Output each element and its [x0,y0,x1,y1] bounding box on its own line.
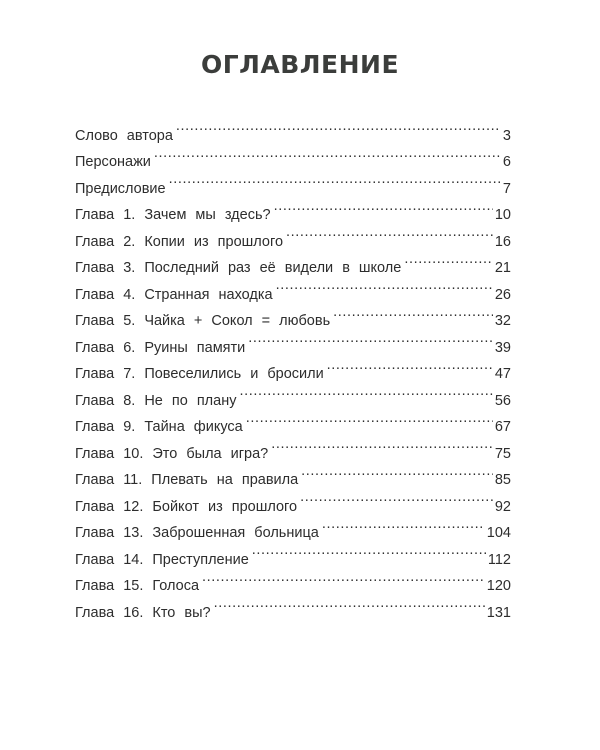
dot-leader [239,378,492,405]
dot-leader [214,590,485,617]
toc-entry-label: Персонажи [75,154,151,170]
toc-entry-page: 10 [494,207,511,223]
toc-entry-page: 131 [486,604,511,621]
toc-entry-label: Глава 11. Плевать на правила [75,472,299,488]
page-title: ОГЛАВЛЕНИЕ [200,50,400,79]
toc-entry-page: 7 [502,180,511,197]
toc-entry-page: 16 [494,233,511,250]
toc-entry-label: Глава 9. Тайна фикуса [75,419,243,435]
toc-entry-label: Глава 2. Копии из прошлого [75,233,284,250]
toc-entry-label: Глава 1. Зачем мы здесь? [75,207,271,223]
toc-entry-label: Глава 10. Это была игра? [75,445,269,462]
dot-leader [252,537,486,564]
toc-entry-page: 26 [494,286,511,303]
toc-entry-label: Глава 6. Руины памяти [75,339,246,356]
toc-entry-page: 56 [494,392,511,409]
toc-entry-label: Глава 15. Голоса [75,578,200,594]
toc-entry-page: 39 [494,339,511,356]
toc-entry-page: 32 [494,313,511,329]
toc-entry-label: Глава 5. Чайка + Сокол = любовь [75,313,331,329]
toc-entry-page: 47 [494,366,511,382]
dot-leader [327,352,493,379]
toc-entry-label: Глава 4. Странная находка [75,286,273,303]
toc-entry-label: Глава 13. Заброшенная больница [75,525,319,541]
dot-leader [248,325,493,352]
toc-entry-page: 92 [494,498,511,515]
toc-entry-label: Глава 8. Не по плану [75,392,237,409]
toc-entry-page: 3 [502,127,511,144]
dot-leader [276,272,493,299]
toc-entry-page: 120 [486,578,511,594]
dot-leader [333,299,493,326]
toc-entry-label: Слово автора [75,127,173,144]
toc-entry-page: 112 [487,551,511,568]
dot-leader [169,166,501,193]
toc-entry-label: Глава 7. Повеселились и бросили [75,366,324,382]
toc-entry-label: Глава 14. Преступление [75,551,249,568]
toc-entry-label: Глава 3. Последний раз её видели в школе [75,260,402,276]
toc-entry-page: 21 [494,260,511,276]
table-of-contents [75,113,511,621]
toc-entry-page: 6 [502,154,511,170]
toc-entry-author-note [75,113,511,144]
dot-leader [404,246,493,273]
toc-entry-page: 67 [494,419,511,435]
dot-leader [154,140,501,167]
toc-entry-page: 75 [494,445,511,462]
dot-leader [300,484,493,511]
toc-entry-label: Предисловие [75,180,166,197]
dot-leader [301,458,493,485]
dot-leader [202,564,485,591]
dot-leader [246,405,493,432]
toc-entry-page: 85 [494,472,511,488]
toc-entry-page: 104 [486,525,511,541]
dot-leader [271,431,493,458]
toc-entry-label: Глава 12. Бойкот из прошлого [75,498,298,515]
dot-leader [274,193,493,220]
dot-leader [176,113,501,140]
dot-leader [322,511,485,538]
dot-leader [286,219,493,246]
toc-entry-label: Глава 16. Кто вы? [75,604,211,621]
